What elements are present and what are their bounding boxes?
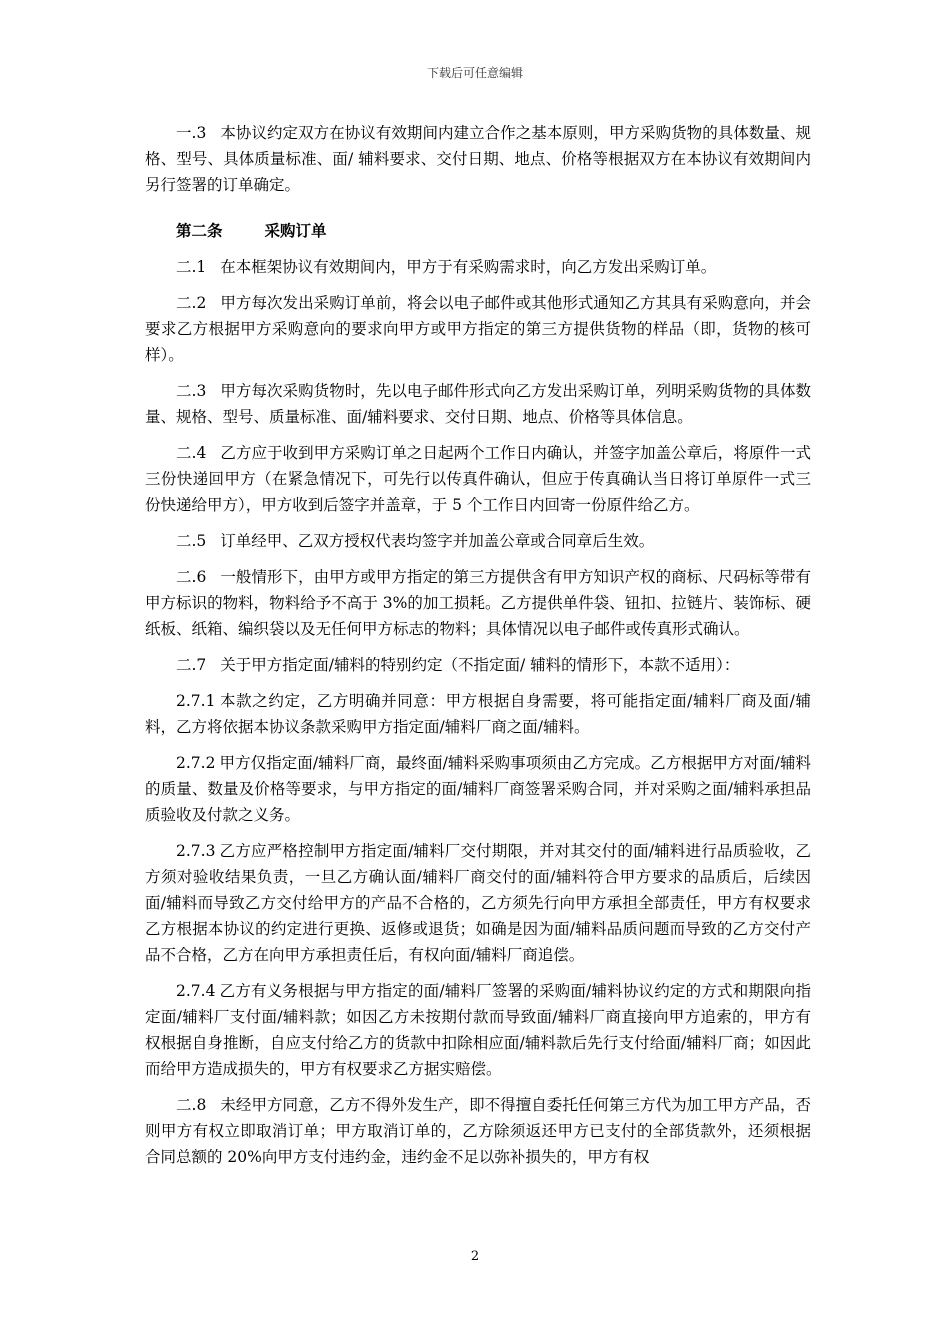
clause-2-1 [145, 254, 811, 280]
clause-number: 2.7.4 [176, 982, 216, 1000]
clause-2-7-1 [145, 688, 811, 740]
section-label: 第二条 [176, 221, 223, 240]
clause-text: 甲方仅指定面/辅料厂商，最终面/辅料采购事项须由乙方完成。乙方根据甲方对面/辅料的质量、数量及价格等要求，与甲方指定的面/辅料厂商签署采购合同，并对采购之面/辅料承担品质验收及付款之义务。 [145, 754, 811, 824]
clause-number: 二.4 [176, 444, 207, 462]
clause-2-7-3 [145, 838, 811, 968]
clause-number: 二.5 [176, 532, 207, 550]
clause-number: 二.3 [176, 382, 207, 400]
clause-2-2 [145, 290, 811, 368]
page-number: 2 [470, 1249, 480, 1264]
clause-2-7-2 [145, 750, 811, 828]
clause-2-4 [145, 440, 811, 518]
clause-text: 订单经甲、乙双方授权代表均签字并加盖公章或合同章后生效。 [220, 532, 655, 550]
clause-number: 二.6 [176, 568, 207, 586]
clause-text: 甲方每次采购货物时，先以电子邮件形式向乙方发出采购订单，列明采购货物的具体数量、规格、型号、质量标准、面/辅料要求、交付日期、地点、价格等具体信息。 [145, 382, 811, 426]
clause-text: 关于甲方指定面/辅料的特别约定（不指定面/ 辅料的情形下，本款不适用）： [220, 656, 740, 674]
document-body [145, 120, 811, 1180]
clause-2-6 [145, 564, 811, 642]
section-heading [145, 218, 811, 244]
clause-number: 一.3 [176, 124, 207, 142]
clause-number: 二.1 [176, 258, 207, 276]
clause-number: 2.7.1 [176, 692, 216, 710]
clause-2-8 [145, 1092, 811, 1170]
clause-2-7-4 [145, 978, 811, 1082]
clause-2-5 [145, 528, 811, 554]
clause-2-3 [145, 378, 811, 430]
clause-text: 乙方应严格控制甲方指定面/辅料厂交付期限，并对其交付的面/辅料进行品质验收，乙方须对验收结果负责，一旦乙方确认面/辅料厂商交付的面/辅料符合甲方要求的品质后，后续因面/辅料而导致乙方交付给甲方的产品不合格的，乙方须先行向甲方承担全部责任，甲方有权要求乙方根据本协议的约定进行更换、返修或退货；如确是因为面/辅料品质问题而导致的乙方交付产品不合格，乙方在向甲方承担责任后，有权向面/辅料厂商追偿。 [145, 842, 811, 964]
page-header: 下载后可任意编辑 [426, 66, 523, 80]
clause-1-3 [145, 120, 811, 198]
clause-text: 本协议约定双方在协议有效期间内建立合作之基本原则，甲方采购货物的具体数量、规格、型号、具体质量标准、面/ 辅料要求、交付日期、地点、价格等根据双方在本协议有效期间内另行签署的订单确定。 [145, 124, 811, 194]
clause-number: 二.7 [176, 656, 207, 674]
clause-text: 在本框架协议有效期间内，甲方于有采购需求时，向乙方发出采购订单。 [220, 258, 717, 276]
clause-text: 一般情形下，由甲方或甲方指定的第三方提供含有甲方知识产权的商标、尺码标等带有甲方标识的物料，物料给予不高于 3%的加工损耗。乙方提供单件袋、钮扣、拉链片、装饰标、硬纸板、纸箱、编织袋以及无任何甲方标志的物料；具体情况以电子邮件或传真形式确认。 [145, 568, 811, 638]
clause-text: 乙方有义务根据与甲方指定的面/辅料厂签署的采购面/辅料协议约定的方式和期限向指定面/辅料厂支付面/辅料款；如因乙方未按期付款而导致面/辅料厂商直接向甲方追索的，甲方有权根据自身推断，自应支付给乙方的货款中扣除相应面/辅料款后先行支付给面/辅料厂商；如因此而给甲方造成损失的，甲方有权要求乙方据实赔偿。 [145, 982, 811, 1078]
clause-number: 2.7.2 [176, 754, 216, 772]
clause-number: 2.7.3 [176, 842, 216, 860]
clause-text: 甲方每次发出采购订单前，将会以电子邮件或其他形式通知乙方其具有采购意向，并会要求乙方根据甲方采购意向的要求向甲方或甲方指定的第三方提供货物的样品（即，货物的核可样）。 [145, 294, 811, 364]
clause-2-7 [145, 652, 811, 678]
clause-number: 二.2 [176, 294, 207, 312]
clause-text: 本款之约定，乙方明确并同意：甲方根据自身需要，将可能指定面/辅料厂商及面/辅料，乙方将依据本协议条款采购甲方指定面/辅料厂商之面/辅料。 [145, 692, 811, 736]
section-title: 采购订单 [264, 221, 327, 240]
clause-text: 乙方应于收到甲方采购订单之日起两个工作日内确认，并签字加盖公章后，将原件一式三份快递回甲方（在紧急情况下，可先行以传真件确认，但应于传真确认当日将订单原件一式三份快递给甲方），甲方收到后签字并盖章，于 5 个工作日内回寄一份原件给乙方。 [145, 444, 811, 514]
clause-number: 二.8 [176, 1096, 207, 1114]
clause-text: 未经甲方同意，乙方不得外发生产，即不得擅自委托任何第三方代为加工甲方产品，否则甲方有权立即取消订单；甲方取消订单的，乙方除须返还甲方已支付的全部货款外，还须根据合同总额的 20%向甲方支付违约金，违约金不足以弥补损失的，甲方有权 [145, 1096, 811, 1166]
